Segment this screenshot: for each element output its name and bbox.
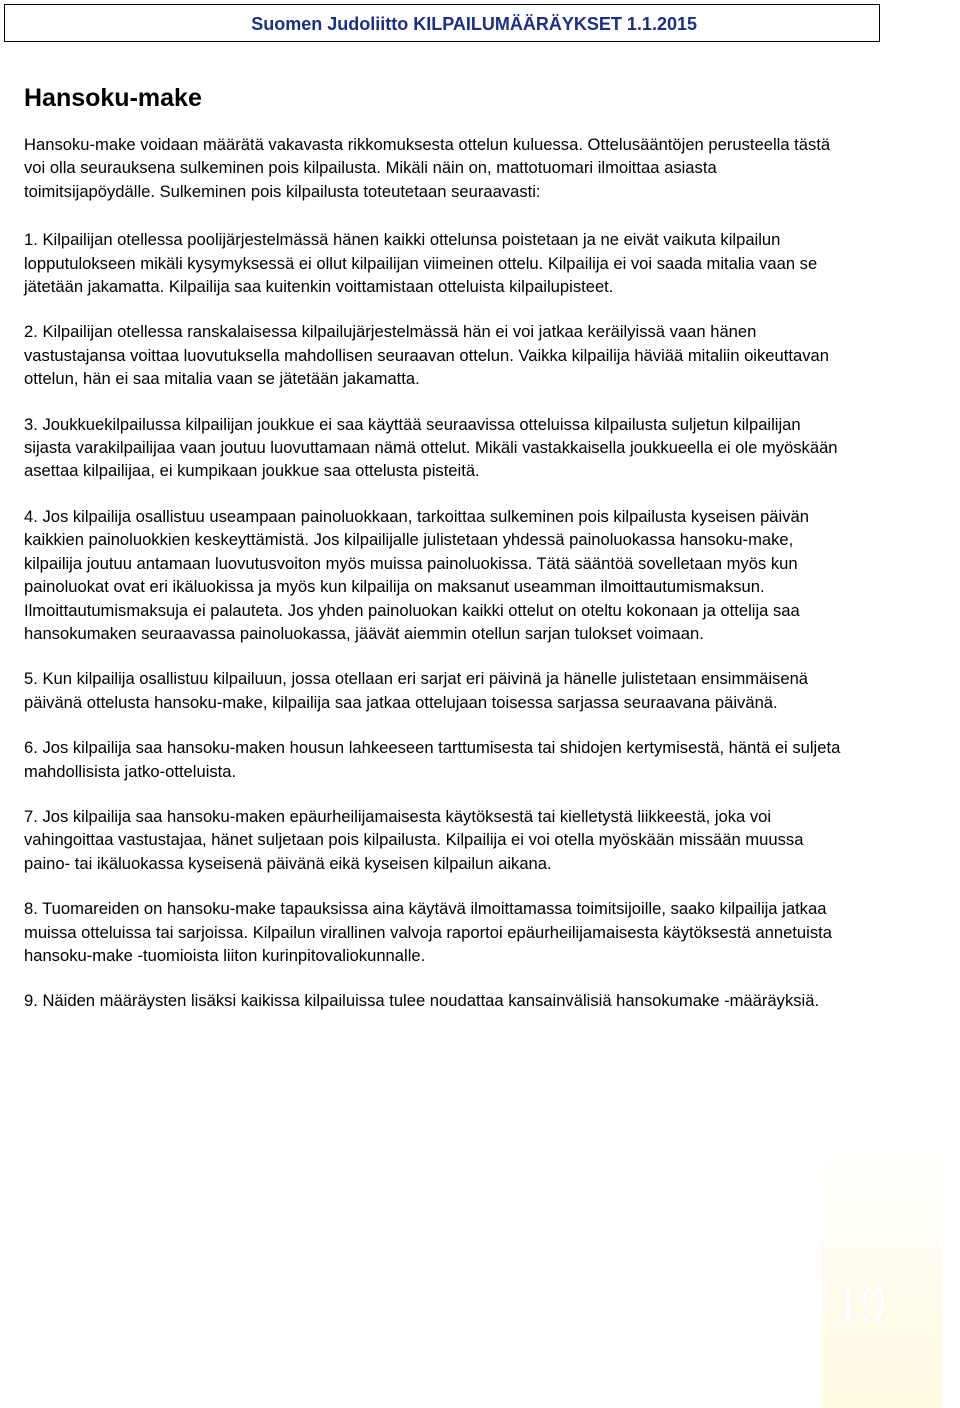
rule-paragraph-6: 6. Jos kilpailija saa hansoku-maken housun lahkeeseen tarttumisesta tai shidojen kertymisestä, häntä ei suljeta mahdollisista jatko-otteluista. xyxy=(24,738,841,781)
rule-paragraph-4: 4. Jos kilpailija osallistuu useampaan painoluokkaan, tarkoittaa sulkeminen pois kilpailusta kyseisen päivän kaikkien painoluokkien keskeyttämistä. Jos kilpailijalle julistetaan yhdessä painoluokassa hansoku-make, kilpailija joutuu antamaan luovutusvoiton myös muissa painoluokissa. Tätä sääntöä sovelletaan myös kun painoluokat ovat eri ikäluokissa ja myös kun kilpailija on maksanut useamman ilmoittautumismaksun. Ilmoittautumismaksuja ei palauteta. Jos yhden painoluokan kaikki ottelut on oteltu kokonaan ja ottelija saa hansokumaken seuraavassa painoluokassa, jäävät aiemmin otellun sarjan tulokset voimaan. xyxy=(24,506,809,643)
rule-paragraph-2: 2. Kilpailijan otellessa ranskalaisessa kilpailujärjestelmässä hän ei voi jatkaa keräilyissä vaan hänen vastustajansa voittaa luovutuksella mahdollisen seuraavan ottelun. Vaikka kilpailija häviää mitaliin oikeuttavan ottelun, hän ei saa mitalia vaan se jätetään jakamatta. xyxy=(24,322,829,389)
rule-paragraph-9: 9. Näiden määräysten lisäksi kaikissa kilpailuissa tulee noudattaa kansainvälisiä hansokumake -määräyksiä. xyxy=(24,991,820,1011)
rule-paragraph-8: 8. Tuomareiden on hansoku-make tapauksissa aina käytävä ilmoittamassa toimitsijoille, saako kilpailija jatkaa muissa otteluissa tai sarjoissa. Kilpailun virallinen valvoja raportoi epäurheilijamaisesta käytöksestä annetuista hansoku-make -tuomioista liiton kurinpitovaliokunnalle. xyxy=(24,899,832,965)
rule-paragraph-7: 7. Jos kilpailija saa hansoku-maken epäurheilijamaisesta käytöksestä tai kielletystä liikkeestä, joka voi vahingoittaa vastustajaa, hänet suljetaan pois kilpailusta. Kilpailija ei voi otella myöskään missään muussa paino- tai ikäluokassa kyseisenä päivänä eikä kyseisen kilpailun aikana. xyxy=(24,806,804,873)
page-number: 19 xyxy=(834,1276,888,1333)
section-body xyxy=(24,133,844,1035)
intro-paragraph: Hansoku-make voidaan määrätä vakavasta rikkomuksesta ottelun kuluessa. Ottelusääntöjen perusteella tästä voi olla seurauksena sulkeminen pois kilpailusta. Mikäli näin on, mattotuomari ilmoittaa asiasta toimitsijapöydälle. Sulkeminen pois kilpailusta toteutetaan seuraavasti: xyxy=(24,135,831,201)
rule-paragraph-3: 3. Joukkuekilpailussa kilpailijan joukkue ei saa käyttää seuraavissa otteluissa kilpailusta suljetun kilpailijan sijasta varakilpailijaa vaan joutuu luovuttamaan nämä ottelut. Mikäli vastakkaisella joukkueella ei ole myöskään asettaa kilpailijaa, ei kumpikaan joukkue saa ottelusta pisteitä. xyxy=(24,414,838,481)
header-title: Suomen Judoliitto KILPAILUMÄÄRÄYKSET 1.1.2015 xyxy=(251,14,697,34)
section-title: Hansoku-make xyxy=(24,84,202,112)
rule-paragraph-5: 5. Kun kilpailija osallistuu kilpailuun, jossa otellaan eri sarjat eri päivinä ja hänelle julistetaan ensimmäisenä päivänä ottelusta hansoku-make, kilpailija saa jatkaa ottelujaan toisessa sarjassa seuraavana päivänä. xyxy=(24,669,809,712)
rule-paragraph-1: 1. Kilpailijan otellessa poolijärjestelmässä hänen kaikki ottelunsa poistetaan ja ne eivät vaikuta kilpailun lopputulokseen mikäli kysymyksessä ei ollut kilpailijan viimeinen ottelu. Kilpailija ei voi saada mitalia vaan se jätetään jakamatta. Kilpailija saa kuitenkin voittamistaan otteluista kilpailupisteet. xyxy=(24,230,818,297)
page-header xyxy=(4,4,880,42)
page-number-tab xyxy=(822,1133,942,1408)
